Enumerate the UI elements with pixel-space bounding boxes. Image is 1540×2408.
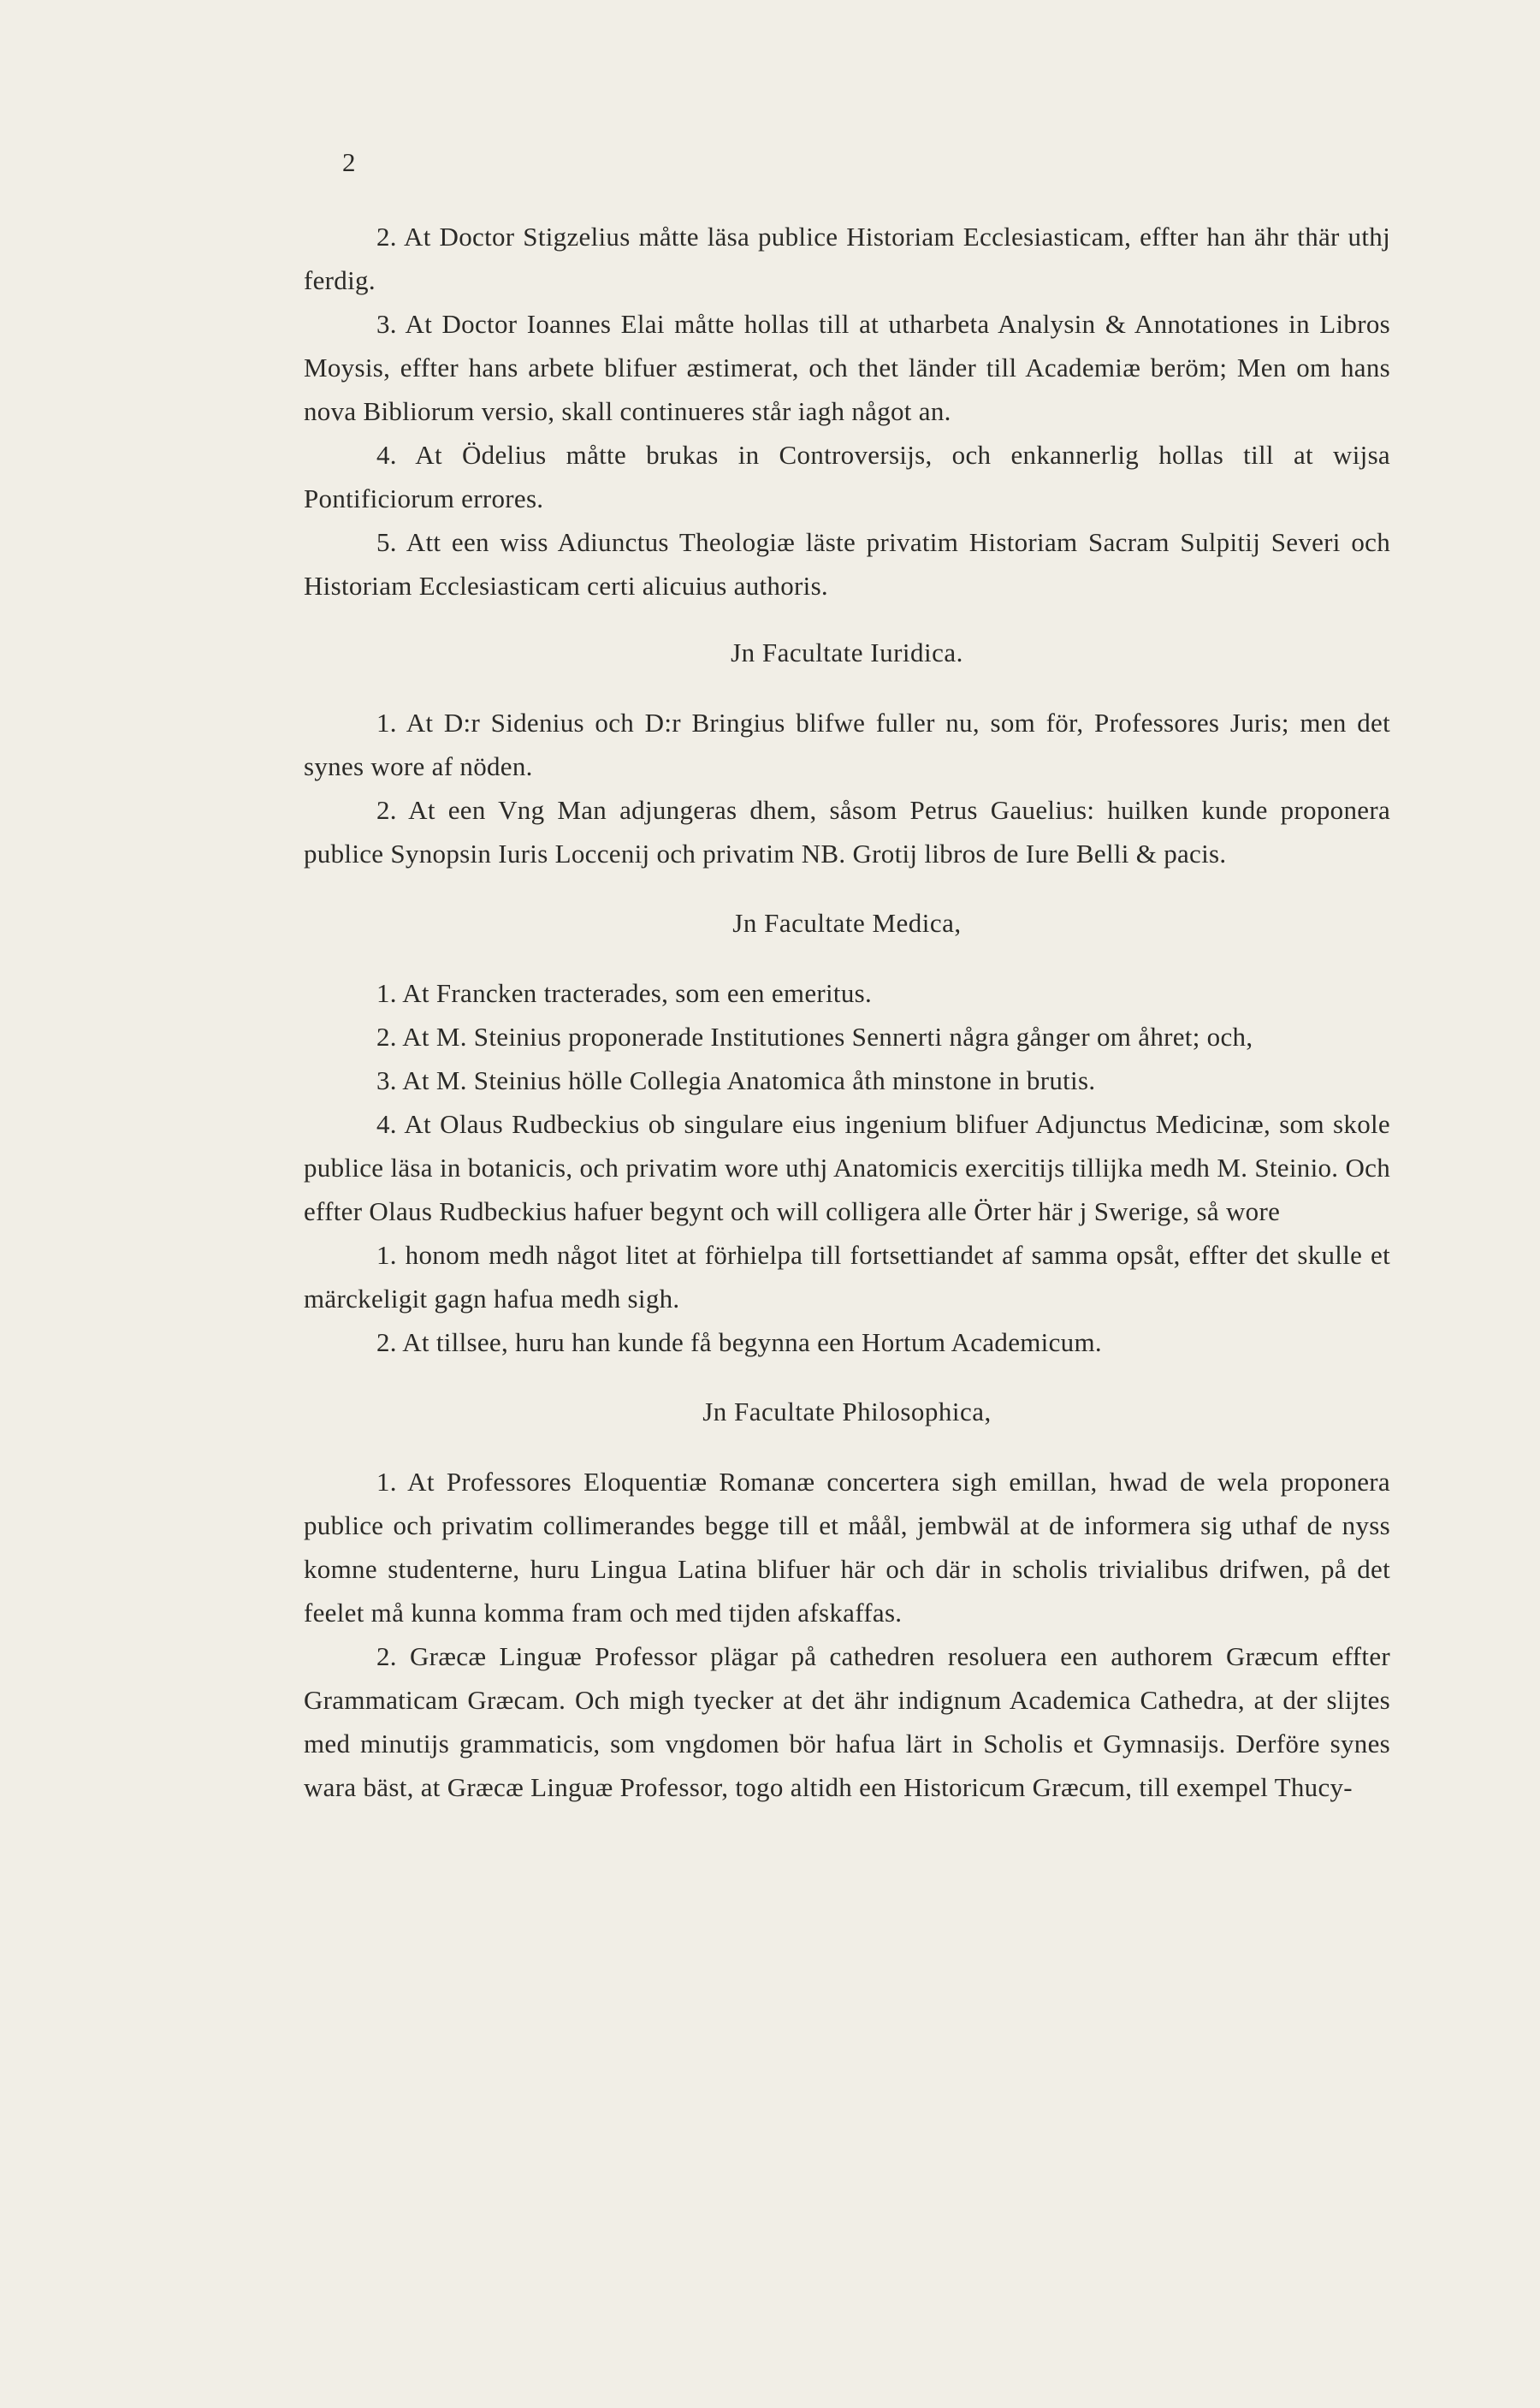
theology-item-3: 3. At Doctor Ioannes Elai måtte hollas till at utharbeta Analysin & Annotationes in Libros Moysis, effter hans arbete blifuer æstimerat, och thet länder till Academiæ beröm; Men om hans nova Bibliorum versio, skall continueres står iagh något an. [304, 309, 1390, 426]
page-number: 2 [342, 147, 356, 177]
medica-item-4: 4. At Olaus Rudbeckius ob singulare eius ingenium blifuer Adjunctus Medicinæ, som skole publice läsa in botanicis, och privatim wore uthj Anatomicis exercitijs tillijka medh M. Steinio. Och effter Olaus Rudbeckius hafuer begynt och will colligera alle Örter här j Swerige, så wore [304, 1109, 1390, 1226]
theology-item-2: 2. At Doctor Stigzelius måtte läsa publice Historiam Ecclesiasticam, effter han ähr thär uthj ferdig. [304, 222, 1390, 295]
iuridica-item-2: 2. At een Vng Man adjungeras dhem, såsom Petrus Gauelius: huilken kunde proponera publice Synopsin Iuris Loccenij och privatim NB. Grotij libros de Iure Belli & pacis. [304, 795, 1390, 869]
theology-item-5: 5. Att een wiss Adiunctus Theologiæ läste privatim Historiam Sacram Sulpitij Severi och Historiam Ecclesiasticam certi alicuius authoris. [304, 527, 1390, 601]
medica-subitem-1: 1. honom medh något litet at förhielpa till fortsettiandet af samma opsåt, effter det skulle et märckeligit gagn hafua medh sigh. [304, 1240, 1390, 1314]
philosophica-item-1: 1. At Professores Eloquentiæ Romanæ concertera sigh emillan, hwad de wela proponera publice och privatim collimerandes begge till et måål, jembwäl at de informera sig uthaf de nyss komne studenterne, huru Lingua Latina blifuer här och där in scholis trivialibus drifwen, på det feelet må kunna komma fram och med tijden afskaffas. [304, 1467, 1390, 1628]
medica-subitem-2: 2. At tillsee, huru han kunde få begynna een Hortum Academicum. [376, 1327, 1102, 1357]
medica-item-1: 1. At Francken tracterades, som een emeritus. [376, 978, 873, 1008]
medica-item-2: 2. At M. Steinius proponerade Institutiones Sennerti några gånger om åhret; och, [376, 1022, 1253, 1052]
iuridica-item-1: 1. At D:r Sidenius och D:r Bringius blifwe fuller nu, som för, Professores Juris; men det synes wore af nöden. [304, 708, 1390, 781]
theology-item-4: 4. At Ödelius måtte brukas in Controversijs, och enkannerlig hollas till at wijsa Pontificiorum errores. [304, 440, 1390, 513]
philosophica-item-2: 2. Græcæ Linguæ Professor plägar på cathedren resoluera een authorem Græcum effter Grammaticam Græcam. Och migh tyecker at det ähr indignum Academica Cathedra, at der slijtes med minutijs grammaticis, som vngdomen bör hafua lärt in Scholis et Gymnasijs. Derföre synes wara bäst, at Græcæ Linguæ Professor, togo altidh een Historicum Græcum, till exempel Thucy- [304, 1641, 1390, 1802]
heading-medica: Jn Facultate Medica, [732, 908, 962, 938]
heading-iuridica: Jn Facultate Iuridica. [731, 638, 963, 667]
body-text [304, 215, 1390, 1809]
medica-item-3: 3. At M. Steinius hölle Collegia Anatomica åth minstone in brutis. [376, 1065, 1096, 1095]
heading-philosophica: Jn Facultate Philosophica, [702, 1397, 992, 1426]
